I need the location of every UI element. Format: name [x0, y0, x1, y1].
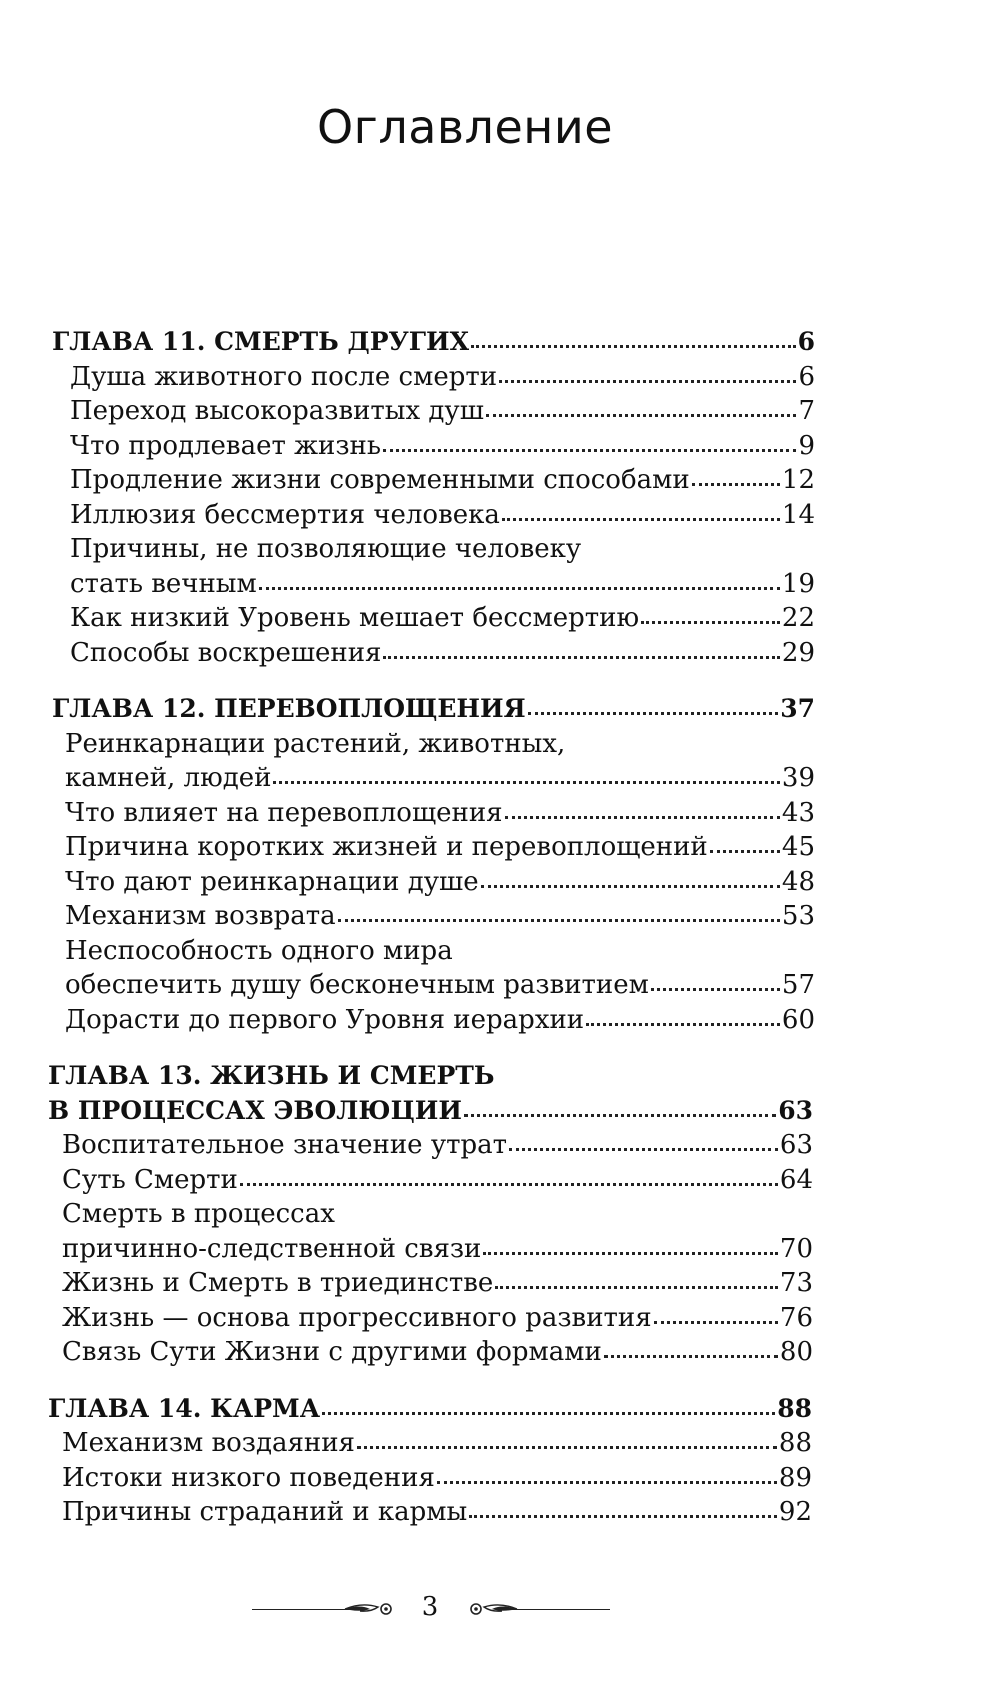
entry-title: Связь Сути Жизни с другими формами [62, 1337, 602, 1367]
dot-leader [505, 801, 780, 821]
toc-entry[interactable] [62, 1232, 813, 1267]
toc-entry[interactable] [65, 796, 815, 831]
page-reference: 22 [781, 603, 815, 633]
page-reference: 14 [781, 499, 815, 530]
dot-leader [481, 870, 780, 890]
entry-title: Воспитательное значение утрат [62, 1130, 508, 1160]
page-reference: 12 [781, 465, 815, 495]
chapter-heading[interactable] [52, 325, 815, 360]
page-reference: 19 [781, 568, 815, 599]
dot-leader [469, 1500, 777, 1520]
page-footer [250, 1590, 610, 1630]
dot-leader [322, 1397, 775, 1417]
dot-leader [692, 468, 780, 488]
toc-entry[interactable] [62, 1426, 812, 1461]
entry-title: Реинкарнации растений, животных, [65, 728, 566, 759]
page-reference: 45 [781, 832, 815, 862]
chapter-title: ГЛАВА 11. СМЕРТЬ ДРУГИХ [52, 327, 470, 356]
page-reference: 29 [781, 637, 815, 668]
entry-title: Жизнь — основа прогрессивного развития [62, 1302, 652, 1333]
page-reference: 6 [798, 361, 815, 392]
entry-title: обеспечить душу бесконечным развитием [65, 970, 649, 1000]
page-reference: 89 [778, 1462, 812, 1493]
entry-title: Истоки низкого поведения [62, 1462, 435, 1493]
page-title: Оглавление [316, 100, 614, 154]
dot-leader [383, 434, 796, 454]
toc-entry[interactable] [62, 1301, 813, 1336]
page-reference: 53 [781, 901, 815, 931]
page-reference: 57 [781, 970, 815, 1000]
toc-entry[interactable] [70, 601, 815, 636]
dot-leader [641, 606, 780, 626]
toc-entry[interactable] [70, 532, 815, 567]
entry-title: Причины, не позволяющие человеку [70, 534, 582, 564]
entry-title: Жизнь и Смерть в триединстве [62, 1268, 494, 1298]
dot-leader [273, 766, 779, 786]
chapter-title: ГЛАВА 13. ЖИЗНЬ И СМЕРТЬ [48, 1061, 495, 1090]
page-reference: 76 [779, 1302, 813, 1333]
dot-leader [437, 1466, 777, 1486]
page-reference: 88 [778, 1428, 812, 1458]
entry-title: Иллюзия бессмертия человека [70, 499, 500, 530]
page-reference: 7 [798, 396, 815, 426]
entry-title: Душа животного после смерти [70, 361, 498, 392]
toc-entry[interactable] [70, 360, 815, 395]
page-reference: 63 [778, 1095, 813, 1125]
toc-entry[interactable] [70, 394, 815, 429]
dot-leader [483, 1237, 778, 1257]
chapter-title: ГЛАВА 14. КАРМА [48, 1393, 321, 1423]
entry-title: Причина коротких жизней и перевоплощений [65, 832, 708, 862]
entry-title: Дорасти до первого Уровня иерархии [65, 1004, 585, 1035]
dot-leader [509, 1133, 778, 1153]
toc-entry[interactable] [62, 1495, 812, 1530]
page-reference: 63 [779, 1130, 813, 1160]
entry-title: Способы воскрешения [70, 637, 382, 668]
entry-title: Механизм воздаяния [62, 1428, 355, 1458]
entry-title: Переход высокоразвитых душ [70, 396, 484, 426]
page-reference: 6 [797, 327, 815, 356]
dot-leader [654, 1306, 778, 1326]
toc-entry[interactable] [62, 1128, 813, 1163]
page-reference: 60 [781, 1004, 815, 1035]
dot-leader [486, 399, 797, 419]
entry-title: причинно-следственной связи [62, 1233, 482, 1264]
entry-title: Неспособность одного мира [65, 935, 453, 966]
page-reference: 64 [779, 1164, 813, 1195]
entry-title: Что продлевает жизнь [70, 430, 382, 461]
dot-leader [502, 503, 780, 523]
entry-title: Механизм возврата [65, 901, 336, 931]
dot-leader [586, 1008, 780, 1028]
page-reference: 37 [780, 694, 815, 723]
entry-title: Смерть в процессах [62, 1199, 335, 1229]
toc-entry[interactable] [65, 968, 815, 1003]
dot-leader [357, 1431, 777, 1451]
toc-entry[interactable] [62, 1266, 813, 1301]
page-reference: 9 [798, 430, 815, 461]
toc-entry[interactable] [62, 1461, 812, 1496]
toc-entry[interactable] [65, 830, 815, 865]
chapter-block [0, 692, 1000, 1037]
toc-entry[interactable] [70, 429, 815, 464]
chapter-heading[interactable] [48, 1392, 812, 1427]
chapter-title: ГЛАВА 12. ПЕРЕВОПЛОЩЕНИЯ [52, 694, 526, 723]
dot-leader [338, 904, 780, 924]
page-reference: 88 [777, 1393, 812, 1423]
toc-entry[interactable] [70, 463, 815, 498]
chapter-block [0, 1059, 1000, 1370]
dot-leader [471, 330, 796, 350]
page-reference: 43 [781, 797, 815, 828]
page-reference: 80 [779, 1337, 813, 1367]
toc-entry[interactable] [65, 727, 815, 762]
entry-title: Суть Смерти [62, 1164, 238, 1195]
dot-leader [528, 697, 778, 717]
dot-leader [604, 1340, 778, 1360]
chapter-heading[interactable] [48, 1059, 813, 1094]
toc-entry[interactable] [65, 899, 815, 934]
dot-leader [710, 835, 780, 855]
toc-entry[interactable] [65, 934, 815, 969]
page-number: 3 [421, 1592, 439, 1622]
entry-title: Как низкий Уровень мешает бессмертию [70, 603, 640, 633]
entry-title: Что дают реинкарнации душе [65, 866, 479, 897]
toc-entry[interactable] [70, 636, 815, 671]
page-reference: 39 [781, 763, 815, 793]
toc-entry[interactable] [65, 761, 815, 796]
toc-entry[interactable] [65, 1003, 815, 1038]
page-reference: 70 [779, 1233, 813, 1264]
chapter-block [0, 1392, 1000, 1530]
dot-leader [464, 1099, 776, 1119]
dot-leader [499, 365, 796, 385]
entry-title: Продление жизни современными способами [70, 465, 690, 495]
flourish-right-icon [462, 1600, 612, 1620]
toc-entry[interactable] [62, 1163, 813, 1198]
toc-entry[interactable] [62, 1197, 813, 1232]
page-reference: 73 [779, 1268, 813, 1298]
entry-title: Причины страданий и кармы [62, 1497, 468, 1527]
dot-leader [259, 572, 780, 592]
table-of-contents [0, 325, 1000, 1530]
page-reference: 48 [781, 866, 815, 897]
entry-title: камней, людей [65, 763, 272, 793]
toc-entry[interactable] [62, 1335, 813, 1370]
chapter-block [0, 325, 1000, 670]
chapter-heading[interactable] [52, 692, 815, 727]
dot-leader [383, 641, 779, 661]
dot-leader [240, 1168, 778, 1188]
page-reference: 92 [778, 1497, 812, 1527]
entry-title: стать вечным [70, 568, 257, 599]
toc-entry[interactable] [70, 567, 815, 602]
chapter-heading[interactable] [48, 1094, 813, 1129]
dot-leader [651, 973, 780, 993]
toc-entry[interactable] [70, 498, 815, 533]
toc-entry[interactable] [65, 865, 815, 900]
chapter-title: В ПРОЦЕССАХ ЭВОЛЮЦИИ [48, 1095, 462, 1125]
dot-leader [495, 1271, 778, 1291]
entry-title: Что влияет на перевоплощения [65, 797, 503, 828]
